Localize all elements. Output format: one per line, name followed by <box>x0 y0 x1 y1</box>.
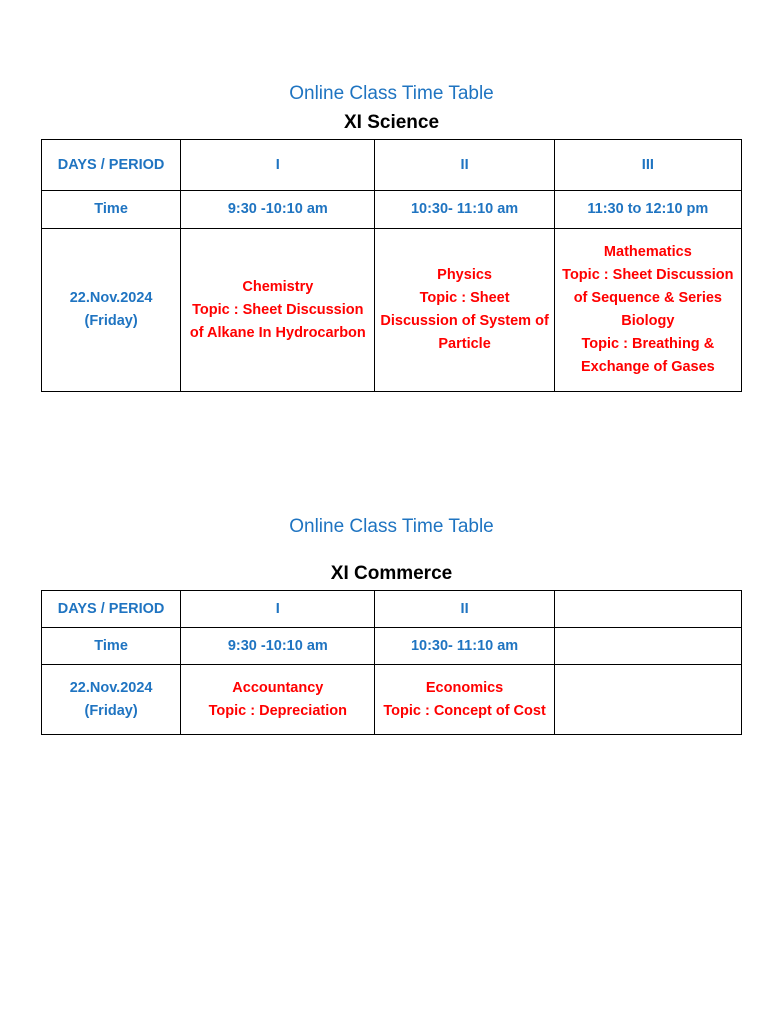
subject-line: Exchange of Gases <box>580 359 715 375</box>
science-weekday: (Friday) <box>84 313 138 329</box>
subject-line: Biology <box>621 313 675 329</box>
science-class-subtitle: XI Science <box>343 112 440 133</box>
subject-line: Physics <box>437 267 492 283</box>
commerce-date: 22.Nov.2024 <box>69 679 153 696</box>
science-period-2-header: II <box>375 140 554 191</box>
science-time-row <box>42 191 742 229</box>
commerce-period-1-subject <box>181 665 375 735</box>
science-period-1-time: 9:30 -10:10 am <box>181 191 375 229</box>
commerce-time-label: Time <box>42 628 181 665</box>
science-period-3-subject <box>554 229 741 392</box>
subject-line: Particle <box>438 336 491 352</box>
science-day-cell <box>42 229 181 392</box>
subject-line: of Alkane In Hydrocarbon <box>189 324 366 341</box>
commerce-period-2-subject <box>375 665 554 735</box>
science-days-period-header: DAYS / PERIOD <box>42 140 181 191</box>
commerce-period-2-header: II <box>375 591 554 628</box>
commerce-header-row <box>42 591 742 628</box>
commerce-timetable <box>41 590 742 735</box>
subject-line: Topic : Sheet <box>419 290 510 306</box>
subject-line: Topic : Sheet Discussion <box>562 267 734 283</box>
science-timetable-title: Online Class Time Table <box>289 83 494 104</box>
commerce-empty-day-cell <box>554 665 741 735</box>
science-day-row <box>42 229 742 392</box>
commerce-empty-time-cell <box>554 628 741 665</box>
subject-line: Topic : Sheet Discussion <box>192 301 364 318</box>
subject-line: Topic : Breathing & <box>581 336 715 352</box>
commerce-timetable-title: Online Class Time Table <box>289 516 494 537</box>
commerce-period-1-header: I <box>181 591 375 628</box>
commerce-weekday: (Friday) <box>84 702 138 719</box>
commerce-empty-header-cell <box>554 591 741 628</box>
science-period-1-header: I <box>181 140 375 191</box>
subject-line: Chemistry <box>242 278 314 295</box>
science-period-2-time: 10:30- 11:10 am <box>375 191 554 229</box>
subject-line: Economics <box>425 679 504 696</box>
science-period-3-time: 11:30 to 12:10 pm <box>554 191 741 229</box>
commerce-time-row <box>42 628 742 665</box>
commerce-day-row <box>42 665 742 735</box>
subject-line: Topic : Concept of Cost <box>383 702 546 719</box>
commerce-days-period-header: DAYS / PERIOD <box>42 591 181 628</box>
science-period-3-header: III <box>554 140 741 191</box>
science-time-label: Time <box>42 191 181 229</box>
science-header-row <box>42 140 742 191</box>
subject-line: Topic : Depreciation <box>208 702 347 719</box>
subject-line: Accountancy <box>232 679 324 696</box>
subject-line: of Sequence & Series <box>573 290 722 306</box>
commerce-period-2-time: 10:30- 11:10 am <box>375 628 554 665</box>
commerce-day-cell <box>42 665 181 735</box>
science-date: 22.Nov.2024 <box>69 290 153 306</box>
commerce-period-1-time: 9:30 -10:10 am <box>181 628 375 665</box>
science-period-2-subject <box>375 229 554 392</box>
commerce-class-subtitle: XI Commerce <box>330 563 453 584</box>
subject-line: Mathematics <box>603 244 692 260</box>
subject-line: Discussion of System of <box>380 313 549 329</box>
science-timetable <box>41 139 742 392</box>
science-period-1-subject <box>181 229 375 392</box>
